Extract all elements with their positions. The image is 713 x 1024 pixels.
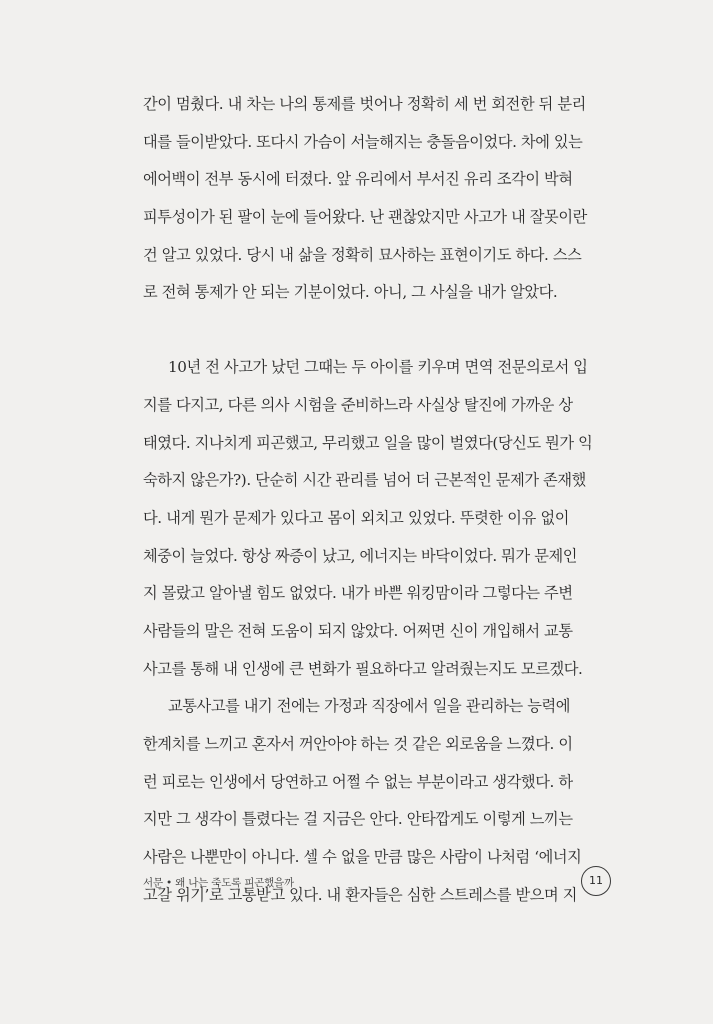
text-line: 에어백이 전부 동시에 터졌다. 앞 유리에서 부서진 유리 조각이 박혀	[143, 170, 573, 189]
text-line: 사람들의 말은 전혀 도움이 되지 않았다. 어쩌면 신이 개입해서 교통	[143, 621, 573, 640]
text-line: 10년 전 사고가 났던 그때는 두 아이를 키우며 면역 전문의로서 입	[168, 358, 588, 377]
text-line: 대를 들이받았다. 또다시 가슴이 서늘해지는 충돌음이었다. 차에 있는	[143, 132, 583, 151]
text-line: 지를 다지고, 다른 의사 시험을 준비하느라 사실상 탈진에 가까운 상	[143, 395, 573, 414]
text-line: 사고를 통해 내 인생에 큰 변화가 필요하다고 알려줬는지도 모르겠다.	[143, 659, 583, 678]
body-text	[143, 86, 593, 914]
text-line: 한계치를 느끼고 혼자서 꺼안아야 하는 것 같은 외로움을 느꼈다. 이	[143, 735, 573, 753]
text-line: 피투성이가 된 팔이 눈에 들어왔다. 난 괜찮았지만 사고가 내 잘못이란	[143, 208, 587, 227]
text-line: 지만 그 생각이 틀렸다는 걸 지금은 안다. 안타깝게도 이렇게 느끼는	[143, 810, 573, 829]
text-line: 고갈 위기’로 고통받고 있다. 내 환자들은 심한 스트레스를 받으며 지	[143, 885, 578, 904]
running-title: 서문 • 왜 나는 죽도록 피곤했을까	[143, 877, 294, 889]
text-line: 지 몰랐고 알아낼 힘도 없었다. 내가 바쁜 워킹맘이라 그렇다는 주변	[143, 584, 573, 603]
text-line: 로 전혀 통제가 안 되는 기분이었다. 아니, 그 사실을 내가 알았다.	[143, 283, 558, 302]
page-footer	[143, 866, 613, 898]
text-line: 체중이 늘었다. 항상 짜증이 났고, 에너지는 바닥이었다. 뭐가 문제인	[143, 546, 578, 565]
paragraph-gap	[143, 312, 569, 349]
text-line: 교통사고를 내기 전에는 가정과 직장에서 일을 관리하는 능력에	[168, 697, 571, 716]
page-number: 11	[581, 866, 611, 896]
text-line: 런 피로는 인생에서 당연하고 어쩔 수 없는 부분이라고 생각했다. 하	[143, 772, 573, 791]
text-line: 태였다. 지나치게 피곤했고, 무리했고 일을 많이 벌였다(당신도 뭔가 익	[143, 433, 593, 452]
text-line: 숙하지 않은가?). 단순히 시간 관리를 넘어 더 근본적인 문제가 존재했	[143, 471, 586, 490]
text-line: 사람은 나뿐만이 아니다. 셀 수 없을 만큼 많은 사람이 나처럼 ‘에너지	[143, 848, 582, 867]
text-line: 건 알고 있었다. 당시 내 삶을 정확히 묘사하는 표현이기도 하다. 스스	[143, 245, 582, 264]
text-line: 다. 내게 뭔가 문제가 있다고 몸이 외치고 있었다. 뚜렷한 이유 없이	[143, 508, 569, 527]
text-line: 간이 멈췄다. 내 차는 나의 통제를 벗어나 정확히 세 번 회전한 뒤 분리	[143, 95, 586, 113]
